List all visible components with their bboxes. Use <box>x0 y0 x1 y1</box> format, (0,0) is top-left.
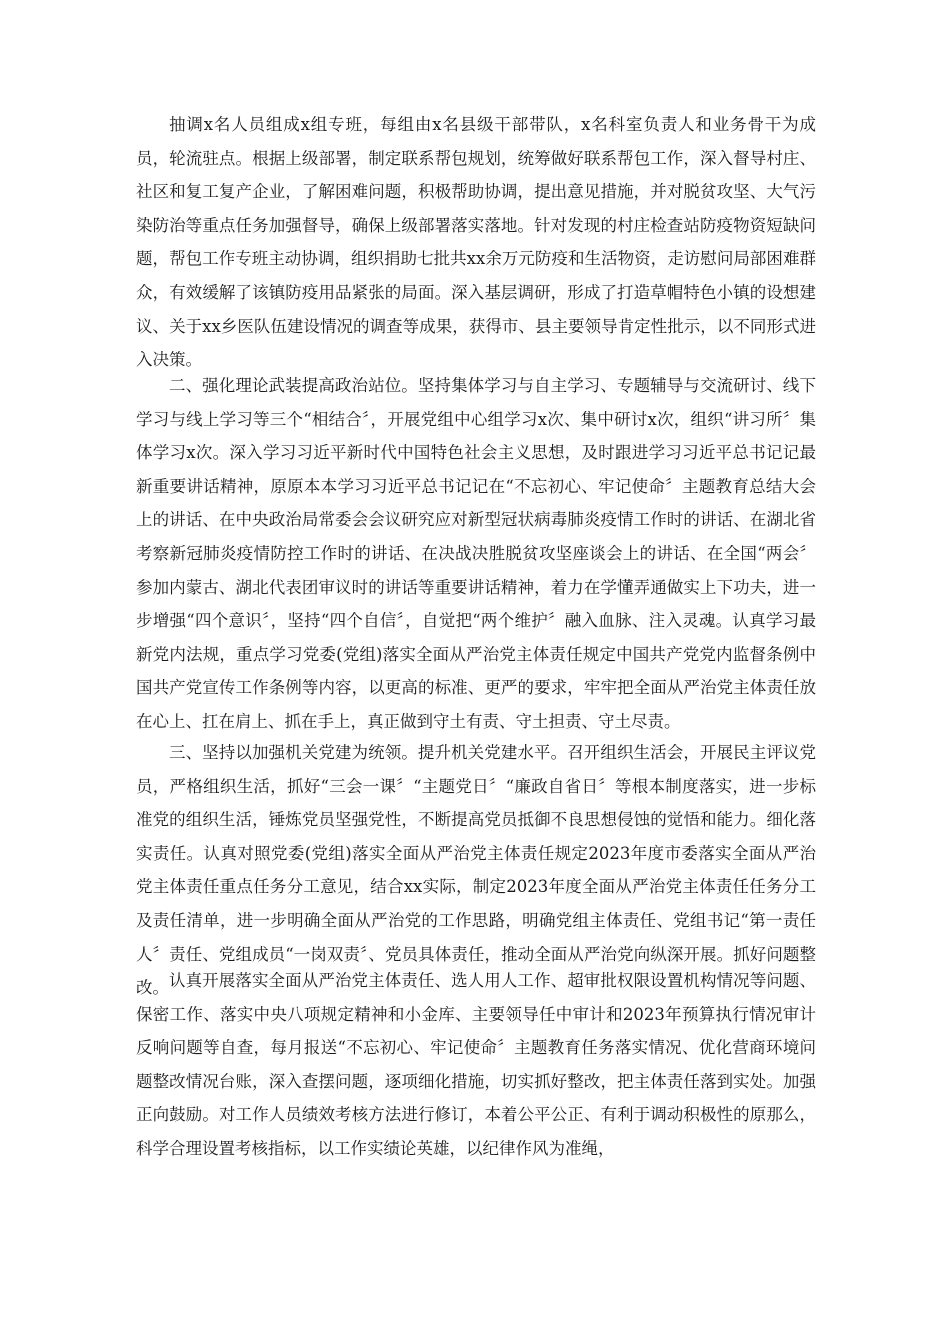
paragraph-party-building: 三、坚持以加强机关党建为统领。提升机关党建水平。召开组织生活会，开展民主评议党员，严格组织生活，抓好“三会一课〞“主题党日〞“廉政自省日〞等根本制度落实，进一步标准党的组织生活，锤炼党员坚强党性，不断提高党员抵御不良思想侵蚀的觉悟和能力。细化落实责任。认真对照党委(党组)落实全面从严治党主体责任规定2023年度市委落实全面从严治党主体责任重点任务分工意见，结合xx实际，制定2023年度全面从严治党主体责任任务分工及责任清单，进一步明确全面从严治党的工作思路，明确党组主体责任、党组书记“第一责任人〞责任、党组成员“一岗双责〞、党员具体责任，推动全面从严治党向纵深开展。抓好问题整改。 <box>136 743 816 998</box>
paragraph-theory-study: 二、强化理论武装提高政治站位。坚持集体学习与自主学习、专题辅导与交流研讨、线下学习与线上学习等三个“相结合〞，开展党组中心组学习x次、集中研讨x次，组织“讲习所〞集体学习x次。深入学习习近平新时代中国特色社会主义思想，及时跟进学习习近平总书记记最新重要讲话精神，原原本本学习习近平总书记记在“不忘初心、牢记使命〞主题教育总结大会上的讲话、在中央政治局常委会会议研究应对新型冠状病毒肺炎疫情工作时的讲话、在湖北省考察新冠肺炎疫情防控工作时的讲话、在决战决胜脱贫攻坚座谈会上的讲话、在全国“两会〞参加内蒙古、湖北代表团审议时的讲话等重要讲话精神，着力在学懂弄通做实上下功夫，进一步增强“四个意识〞，坚持“四个自信〞，自觉把“两个维护〞融入血脉、注入灵魂。认真学习最新党内法规，重点学习党委(党组)落实全面从严治党主体责任规定中国共产党党内监督条例中国共产党宣传工作条例等内容，以更高的标准、更严的要求，牢牢把全面从严治党主体责任放在心上、扛在肩上、抓在手上，真正做到守土有责、守土担责、守土尽责。 <box>136 376 816 731</box>
paragraph-rectification: 认真开展落实全面从严治党主体责任、选人用人工作、超审批权限设置机构情况等问题、保密工作、落实中央八项规定精神和小金库、主要领导任中审计和2023年预算执行情况审计反响问题等自查，每月报送“不忘初心、牢记使命〞主题教育任务落实情况、优化营商环境问题整改情况台账，深入查摆问题，逐项细化措施，切实抓好整改，把主体责任落到实处。加强正向鼓励。对工作人员绩效考核方法进行修订，本着公平公正、有利于调动积极性的原那么，科学合理设置考核指标，以工作实绩论英雄，以纪律作风为准绳， <box>136 971 816 1158</box>
paragraph-block-1 <box>136 108 816 377</box>
paragraph-stationing-task-force: 抽调x名人员组成x组专班，每组由x名县级干部带队，x名科室负责人和业务骨干为成员，轮流驻点。根据上级部署，制定联系帮包规划，统筹做好联系帮包工作，深入督导村庄、社区和复工复产企业，了解困难问题，积极帮助协调，提出意见措施，并对脱贫攻坚、大气污染防治等重点任务加强督导，确保上级部署落实落地。针对发现的村庄检查站防疫物资短缺问题，帮包工作专班主动协调，组织捐助七批共xx余万元防疫和生活物资，走访慰问局部困难群众，有效缓解了该镇防疫用品紧张的局面。深入基层调研，形成了打造草帽特色小镇的设想建议、关于xx乡医队伍建设情况的调查等成果，获得市、县主要领导肯定性批示，以不同形式进入决策。 <box>136 115 816 370</box>
paragraph-block-4 <box>136 964 816 1166</box>
paragraph-block-2 <box>136 369 816 739</box>
